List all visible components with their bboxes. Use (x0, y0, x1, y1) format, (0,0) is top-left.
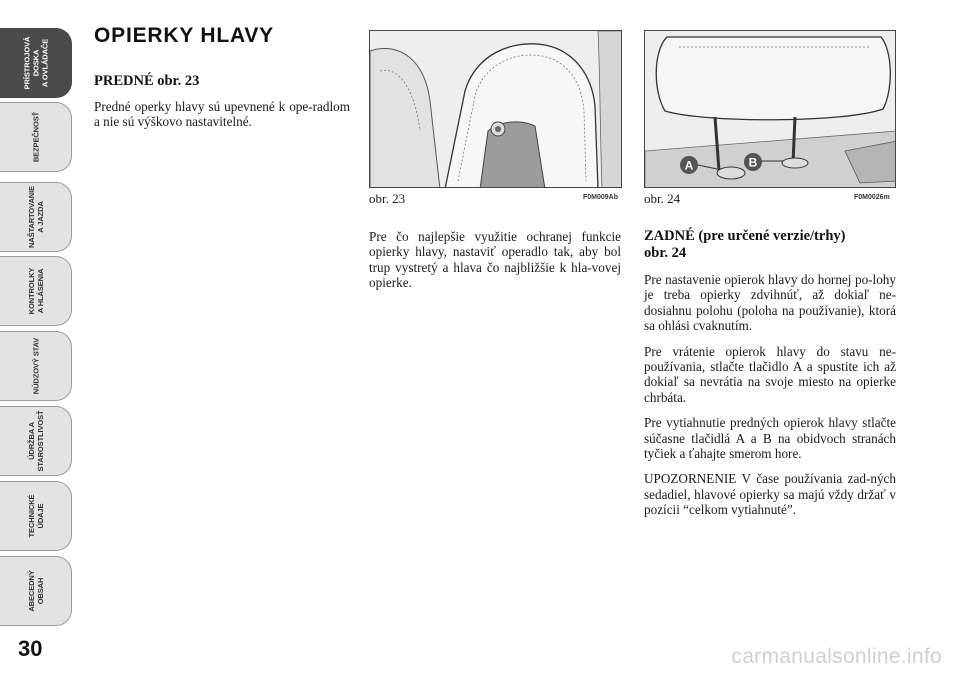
chapter-tab-warnings[interactable] (0, 256, 72, 326)
page-number: 30 (18, 636, 43, 661)
chapter-tab-index[interactable] (0, 556, 72, 626)
figure-24-caption: obr. 24 (644, 191, 681, 206)
chapter-sidebar (0, 0, 80, 677)
rear-paragraph: Pre nastavenie opierok hlavy do hornej po-lohy je treba opierky zdvihnúť, až dokiaľ ne-dosiahnu polohu (poloha na používanie), ktorá sa ohlási cvaknutím. (644, 272, 896, 334)
rear-headrest-illustration (645, 31, 896, 188)
chapter-tab-label: KONTROLKY A HLÁSENIA (26, 267, 45, 315)
chapter-tab-starting[interactable] (0, 182, 72, 252)
page-title: OPIERKY HLAVY (94, 24, 274, 47)
front-headrest-illustration (370, 31, 622, 188)
chapter-tab-label: NAŠTARTOVANIE A JAZDA (26, 185, 45, 249)
label-a: A (684, 158, 694, 173)
chapter-tab-label: NÚDZOVÝ STAV (31, 337, 40, 395)
figure-24-code: F0M0026m (854, 194, 890, 201)
front-heading: PREDNÉ obr. 23 (94, 73, 200, 89)
figure-23-caption: obr. 23 (369, 191, 406, 206)
chapter-tab-technical[interactable] (0, 481, 72, 551)
figure-front-headrest (369, 30, 622, 188)
label-b: B (748, 155, 758, 170)
chapter-tab-label: BEZPEČNOSŤ (31, 111, 40, 163)
chapter-tab-label: PRÍSTROJOVÁ DOSKA A OVLÁDAČE (22, 36, 49, 90)
chapter-tab-label: ÚDRŽBA A STAROSTLIVOSŤ (26, 410, 45, 472)
chapter-tab-maintenance[interactable] (0, 406, 72, 476)
rear-heading: ZADNÉ (pre určené verzie/trhy) obr. 24 (644, 228, 846, 261)
chapter-tab-safety[interactable] (0, 102, 72, 172)
rear-paragraph: Pre vytiahnutie predných opierok hlavy stlačte súčasne tlačidlá A a B na obidvoch stranách tyčiek a ťahajte smerom hore. (644, 415, 896, 462)
rear-section (644, 228, 896, 528)
rear-paragraph: Pre vrátenie opierok hlavy do stavu ne-používania, stlačte tlačidlo A a spustite ich až dokiaľ sa nevrátia na svoje miesto na opierke chrbáta. (644, 343, 896, 405)
chapter-tab-emergency[interactable] (0, 331, 72, 401)
rear-paragraph: UPOZORNENIE V čase používania zad-ných sedadiel, hlavové opierky sa majú vždy držať v pozícii “celkom vytiahnuté”. (644, 471, 896, 518)
watermark: carmanualsonline.info (731, 645, 942, 668)
chapter-tab-label: ABECEDNÝ OBSAH (26, 570, 45, 612)
front-text: Predné operky hlavy sú upevnené k ope-radlom a nie sú výškovo nastavitelné. (94, 99, 350, 130)
figure-23-code: F0M009Ab (583, 194, 619, 201)
chapter-tab-label: TECHNICKÉ ÚDAJE (26, 494, 45, 538)
chapter-tab-dashboard[interactable] (0, 28, 72, 98)
figure-rear-headrest (644, 30, 896, 188)
column-2-text: Pre čo najlepšie využitie ochranej funkcie opierky hlavy, nastaviť operadlo tak, aby bol trup vystretý a hlava čo najbližšie k hla-vovej opierke. (369, 229, 621, 291)
